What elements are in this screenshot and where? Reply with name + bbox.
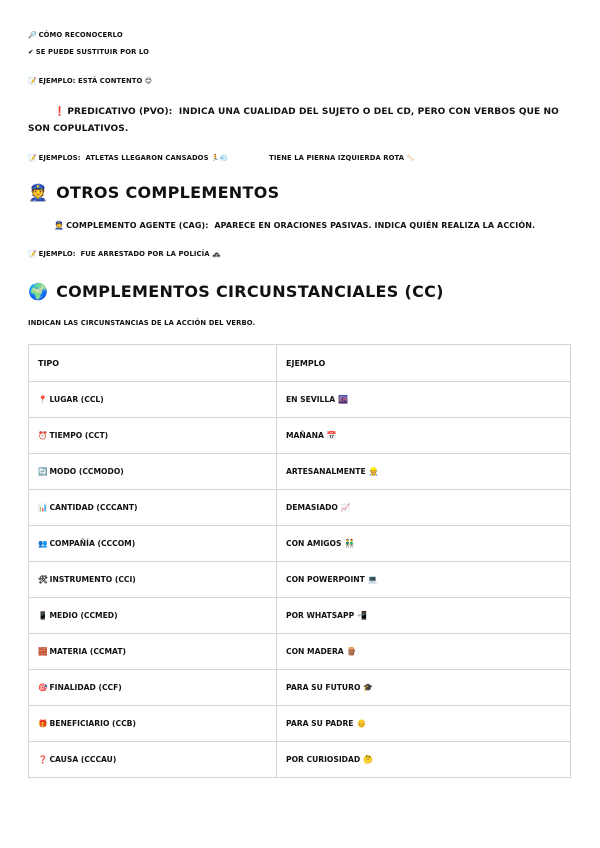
otros-heading bbox=[28, 183, 576, 202]
tipo-cell bbox=[29, 562, 277, 598]
globe-icon: 🌍 bbox=[28, 282, 49, 301]
ejemplo-cell bbox=[277, 418, 571, 454]
ejemplo-label: DEMASIADO bbox=[286, 503, 338, 512]
wood-icon: 🪵 bbox=[346, 647, 357, 656]
phone-icon: 📱 bbox=[38, 611, 48, 620]
ejemplo-label: POR CURIOSIDAD bbox=[286, 755, 361, 764]
ejemplo-label: CON POWERPOINT bbox=[286, 575, 365, 584]
agente-title: COMPLEMENTO AGENTE (CAG): bbox=[66, 221, 209, 230]
pin-icon: 📍 bbox=[38, 395, 48, 404]
ejemplo-cell bbox=[277, 670, 571, 706]
tipo-label: CANTIDAD (CCCANT) bbox=[49, 503, 138, 512]
tipo-cell bbox=[29, 454, 277, 490]
header-tipo: TIPO bbox=[29, 345, 277, 382]
people-icon: 👥 bbox=[38, 539, 48, 548]
old-man-icon: 👴 bbox=[356, 719, 367, 728]
sustituir-text: SE PUEDE SUSTITUIR POR LO bbox=[35, 48, 149, 56]
ejemplo-label: CON MADERA bbox=[286, 647, 344, 656]
ejemplo-label: EJEMPLO: bbox=[38, 250, 76, 258]
sustituir-line bbox=[28, 48, 576, 56]
ejemplo-cell bbox=[277, 526, 571, 562]
tipo-cell bbox=[29, 526, 277, 562]
alarm-clock-icon: ⏰ bbox=[38, 431, 48, 440]
agente-ejemplo-line bbox=[28, 250, 576, 258]
tipo-label: MEDIO (CCMED) bbox=[49, 611, 118, 620]
ejemplo-label: EJEMPLO: bbox=[38, 77, 76, 85]
magnifier-icon: 🔎 bbox=[28, 31, 37, 39]
ejemplo-label: MAÑANA bbox=[286, 431, 324, 440]
predicativo-paragraph bbox=[28, 104, 576, 138]
ejemplo-label: EN SEVILLA bbox=[286, 395, 336, 404]
table-row bbox=[29, 562, 571, 598]
agente-ejemplo-text: FUE ARRESTADO POR LA POLICÍA bbox=[80, 250, 210, 258]
table-row bbox=[29, 418, 571, 454]
police-car-icon: 🚓 bbox=[212, 250, 221, 258]
thinking-face-icon: 🤔 bbox=[363, 755, 374, 764]
graduation-cap-icon: 🎓 bbox=[363, 683, 374, 692]
ejemplo-text: ESTÁ CONTENTO bbox=[78, 77, 143, 85]
arrows-icon: 🔄 bbox=[38, 467, 48, 476]
tipo-cell bbox=[29, 670, 277, 706]
police-officer-icon: 👮 bbox=[28, 183, 49, 202]
laptop-icon: 💻 bbox=[367, 575, 378, 584]
gift-icon: 🎁 bbox=[38, 719, 48, 728]
tipo-label: MATERIA (CCMAT) bbox=[49, 647, 126, 656]
agente-line bbox=[28, 221, 576, 230]
tipo-label: FINALIDAD (CCF) bbox=[49, 683, 122, 692]
cc-table bbox=[28, 344, 571, 778]
table-row bbox=[29, 670, 571, 706]
agente-text: APARECE EN ORACIONES PASIVAS. INDICA QUIÉN REALIZA LA ACCIÓN. bbox=[214, 221, 536, 230]
reconocer-line bbox=[28, 31, 576, 39]
table-row bbox=[29, 454, 571, 490]
tipo-label: TIEMPO (CCT) bbox=[49, 431, 109, 440]
ejemplo-cell bbox=[277, 454, 571, 490]
ejemplos-label: EJEMPLOS: bbox=[38, 154, 81, 162]
phone-arrow-icon: 📲 bbox=[357, 611, 368, 620]
ejemplo-cell bbox=[277, 562, 571, 598]
ejemplo-label: ARTESANALMENTE bbox=[286, 467, 366, 476]
tipo-label: INSTRUMENTO (CCI) bbox=[49, 575, 136, 584]
smile-icon: 😊 bbox=[144, 77, 153, 85]
ejemplo-label: CON AMIGOS bbox=[286, 539, 342, 548]
tipo-label: CAUSA (CCCAU) bbox=[49, 755, 117, 764]
header-ejemplo: EJEMPLO bbox=[277, 345, 571, 382]
cityscape-icon: 🌆 bbox=[338, 395, 349, 404]
trend-up-icon: 📈 bbox=[340, 503, 351, 512]
tipo-label: BENEFICIARIO (CCB) bbox=[49, 719, 136, 728]
cc-subtitle bbox=[28, 319, 576, 327]
runner-icon: 🏃💨 bbox=[211, 154, 229, 162]
tipo-cell bbox=[29, 490, 277, 526]
predicativo-title: PREDICATIVO (PVO): bbox=[67, 107, 173, 117]
ejemplo-cell bbox=[277, 634, 571, 670]
tipo-cell bbox=[29, 382, 277, 418]
cc-subtitle-text: INDICAN LAS CIRCUNSTANCIAS DE LA ACCIÓN DEL VERBO. bbox=[28, 319, 256, 327]
police-officer-icon: 👮 bbox=[54, 221, 65, 230]
ejemplo-label: PARA SU PADRE bbox=[286, 719, 354, 728]
tipo-label: MODO (CCMODO) bbox=[49, 467, 124, 476]
ejemplo1-text: ATLETAS LLEGARON CANSADOS bbox=[85, 154, 209, 162]
table-row bbox=[29, 490, 571, 526]
tipo-cell bbox=[29, 634, 277, 670]
friends-icon: 👬 bbox=[344, 539, 355, 548]
tipo-cell bbox=[29, 418, 277, 454]
worker-icon: 👷 bbox=[368, 467, 379, 476]
reconocer-text: CÓMO RECONOCERLO bbox=[38, 31, 123, 39]
target-icon: 🎯 bbox=[38, 683, 48, 692]
ejemplo-label: POR WHATSAPP bbox=[286, 611, 355, 620]
table-header-row bbox=[29, 345, 571, 382]
bone-icon: 🦴 bbox=[406, 154, 416, 162]
predicativo-ejemplos-line bbox=[28, 154, 576, 162]
ejemplo-cell bbox=[277, 490, 571, 526]
ejemplo-cell bbox=[277, 742, 571, 778]
table-row bbox=[29, 598, 571, 634]
memo-icon: 📝 bbox=[28, 154, 37, 162]
exclamation-icon: ❗ bbox=[54, 107, 66, 117]
table-row bbox=[29, 706, 571, 742]
tools-icon: 🛠 bbox=[38, 575, 48, 584]
ejemplo2-text: TIENE LA PIERNA IZQUIERDA ROTA bbox=[269, 154, 405, 162]
memo-icon: 📝 bbox=[28, 250, 37, 258]
table-row bbox=[29, 382, 571, 418]
calendar-icon: 📅 bbox=[326, 431, 337, 440]
bar-chart-icon: 📊 bbox=[38, 503, 48, 512]
question-mark-icon: ❓ bbox=[38, 755, 48, 764]
cc-title: COMPLEMENTOS CIRCUNSTANCIALES (CC) bbox=[56, 282, 444, 301]
tipo-label: LUGAR (CCL) bbox=[49, 395, 104, 404]
tipo-cell bbox=[29, 706, 277, 742]
brick-icon: 🧱 bbox=[38, 647, 48, 656]
table-row bbox=[29, 526, 571, 562]
cc-heading bbox=[28, 282, 576, 301]
ejemplo-contento-line bbox=[28, 77, 576, 85]
ejemplo-cell bbox=[277, 382, 571, 418]
tipo-cell bbox=[29, 598, 277, 634]
table-row bbox=[29, 742, 571, 778]
ejemplo-cell bbox=[277, 706, 571, 742]
ejemplo-cell bbox=[277, 598, 571, 634]
memo-icon: 📝 bbox=[28, 77, 37, 85]
check-icon: ✔ bbox=[28, 48, 34, 56]
otros-title: OTROS COMPLEMENTOS bbox=[56, 183, 280, 202]
table-row bbox=[29, 634, 571, 670]
predicativo-text: INDICA UNA CUALIDAD DEL SUJETO O DEL CD, PERO CON VERBOS QUE NO SON COPULATIVOS. bbox=[28, 107, 559, 134]
tipo-cell bbox=[29, 742, 277, 778]
tipo-label: COMPAÑÍA (CCCOM) bbox=[49, 539, 136, 548]
ejemplo-label: PARA SU FUTURO bbox=[286, 683, 361, 692]
